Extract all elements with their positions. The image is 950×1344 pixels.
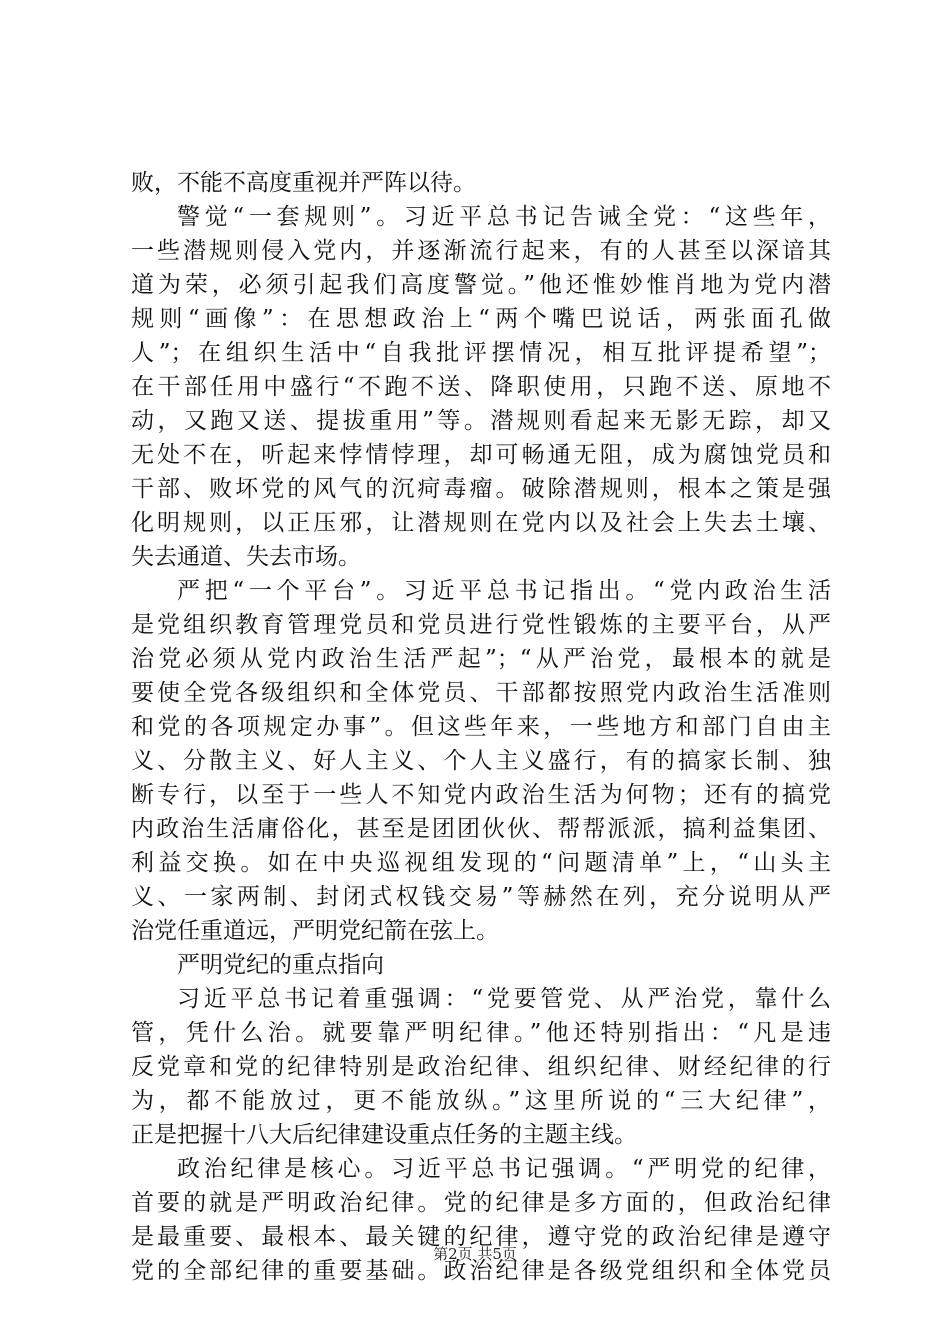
text-line: 严明党纪的重点指向	[177, 952, 384, 978]
text-line: 是最重要、最根本、最关键的纪律，遵守党的政治纪律是遵守	[131, 1224, 831, 1250]
text-line: 在干部任用中盛行“不跑不送、降职使用，只跑不送、原地不	[131, 374, 831, 400]
text-line: 习近平总书记着重强调：“党要管党、从严治党，靠什么	[177, 986, 831, 1012]
text-line: 正是把握十八大后纪律建设重点任务的主题主线。	[131, 1122, 637, 1148]
text-line: 失去通道、失去市场。	[131, 544, 361, 570]
document-body	[131, 166, 831, 1288]
text-line: 反党章和党的纪律特别是政治纪律、组织纪律、财经纪律的行	[131, 1054, 831, 1080]
page-number-footer: 第2页 共5页	[433, 1245, 517, 1263]
text-line: 要使全党各级组织和全体党员、干部都按照党内政治生活准则	[131, 680, 831, 706]
text-line: 规则“画像”：在思想政治上“两个嘴巴说话，两张面孔做	[131, 306, 831, 332]
text-line: 治党任重道远，严明党纪箭在弦上。	[131, 918, 499, 944]
text-line: 干部、败坏党的风气的沉疴毒瘤。破除潜规则，根本之策是强	[131, 476, 831, 502]
text-line: 党的全部纪律的重要基础。政治纪律是各级党组织和全体党员	[131, 1258, 831, 1284]
text-line: 化明规则，以正压邪，让潜规则在党内以及社会上失去土壤、	[131, 510, 831, 536]
text-line: 和党的各项规定办事”。但这些年来，一些地方和部门自由主	[131, 714, 831, 740]
text-line: 败，不能不高度重视并严阵以待。	[131, 170, 476, 196]
text-line: 为，都不能放过，更不能放纵。”这里所说的“三大纪律”，	[131, 1088, 831, 1114]
text-line: 政治纪律是核心。习近平总书记强调。“严明党的纪律，	[177, 1156, 831, 1182]
text-line: 一些潜规则侵入党内，并逐渐流行起来，有的人甚至以深谙其	[131, 238, 831, 264]
text-line: 是党组织教育管理党员和党员进行党性锻炼的主要平台，从严	[131, 612, 831, 638]
text-line: 道为荣，必须引起我们高度警觉。”他还惟妙惟肖地为党内潜	[131, 272, 831, 298]
text-line: 利益交换。如在中央巡视组发现的“问题清单”上，“山头主	[131, 850, 831, 876]
text-line: 断专行，以至于一些人不知党内政治生活为何物；还有的搞党	[131, 782, 831, 808]
text-line: 内政治生活庸俗化，甚至是团团伙伙、帮帮派派，搞利益集团、	[131, 816, 831, 842]
text-line: 人”；在组织生活中“自我批评摆情况，相互批评提希望”；	[131, 340, 831, 366]
text-line: 治党必须从党内政治生活严起”；“从严治党，最根本的就是	[131, 646, 831, 672]
text-line: 义、分散主义、好人主义、个人主义盛行，有的搞家长制、独	[131, 748, 831, 774]
text-line: 无处不在，听起来悖情悖理，却可畅通无阻，成为腐蚀党员和	[131, 442, 831, 468]
text-line: 首要的就是严明政治纪律。党的纪律是多方面的，但政治纪律	[131, 1190, 831, 1216]
text-line: 严把“一个平台”。习近平总书记指出。“党内政治生活	[177, 578, 831, 604]
text-line: 管，凭什么治。就要靠严明纪律。”他还特别指出：“凡是违	[131, 1020, 831, 1046]
text-line: 警觉“一套规则”。习近平总书记告诫全党：“这些年，	[177, 204, 831, 230]
text-line: 义、一家两制、封闭式权钱交易”等赫然在列，充分说明从严	[131, 884, 831, 910]
text-line: 动，又跑又送、提拔重用”等。潜规则看起来无影无踪，却又	[131, 408, 831, 434]
